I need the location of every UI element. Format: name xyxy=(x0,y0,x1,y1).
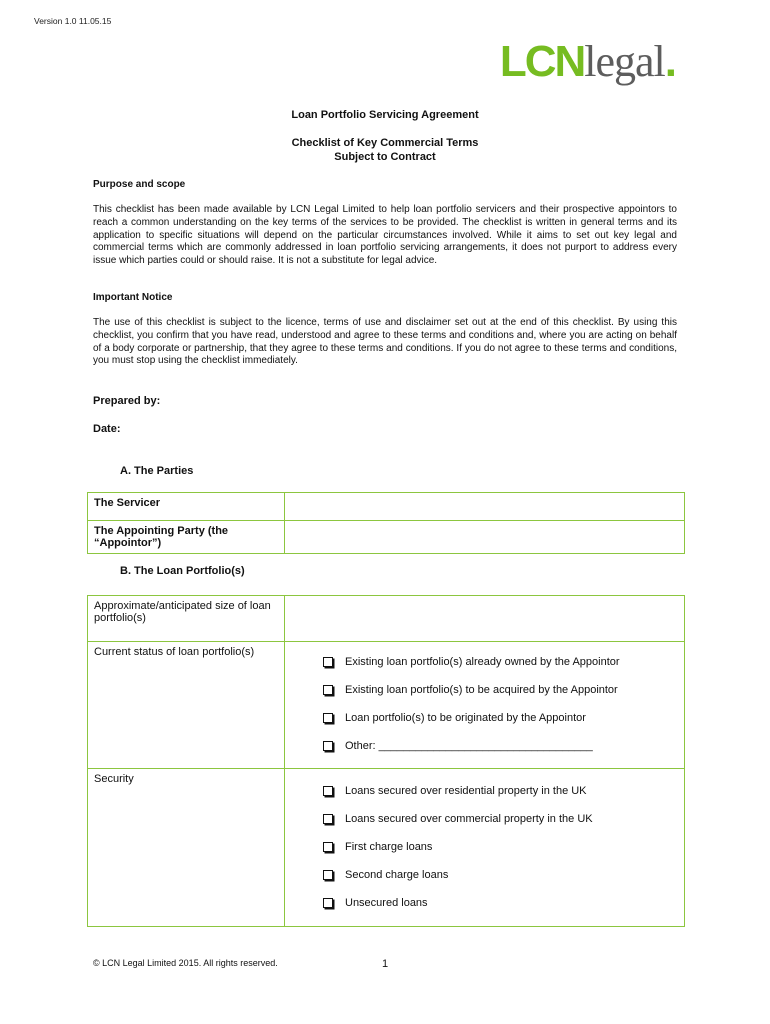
checkbox-icon[interactable] xyxy=(323,685,333,695)
lcn-legal-logo: LCNlegal. xyxy=(499,37,675,86)
notice-text: The use of this checklist is subject to the licence, terms of use and disclaimer set out at the end of this checklist. By using this checklist, you confirm that you have read, understood and agree to these terms and conditions and, where you are acting on behalf of a body corporate or partnership, that they agree to these terms and conditions. If you do not agree to these terms and conditions, you must stop using the checklist immediately. xyxy=(93,317,677,367)
portfolio-status-options xyxy=(285,642,685,769)
checkbox-icon[interactable] xyxy=(323,842,333,852)
date-label: Date: xyxy=(93,423,121,435)
table-row xyxy=(88,493,685,521)
table-row xyxy=(88,596,685,642)
purpose-heading: Purpose and scope xyxy=(93,179,186,190)
document-subtitle: Checklist of Key Commercial Terms xyxy=(291,137,479,149)
parties-table xyxy=(87,492,685,554)
prepared-by-label: Prepared by: xyxy=(93,395,161,407)
notice-heading: Important Notice xyxy=(93,292,173,303)
status-option[interactable]: Loan portfolio(s) to be originated by the Appointor xyxy=(323,704,678,732)
security-option[interactable]: Unsecured loans xyxy=(323,889,678,917)
table-row xyxy=(88,521,685,554)
security-option[interactable]: Loans secured over commercial property in the UK xyxy=(323,805,678,833)
security-options xyxy=(285,769,685,927)
status-option[interactable]: Existing loan portfolio(s) already owned by the Appointor xyxy=(323,648,678,676)
checkbox-icon[interactable] xyxy=(323,713,333,723)
security-option[interactable]: Second charge loans xyxy=(323,861,678,889)
servicer-field[interactable] xyxy=(285,493,685,521)
checkbox-icon[interactable] xyxy=(323,741,333,751)
table-row xyxy=(88,642,685,769)
checkbox-icon[interactable] xyxy=(323,870,333,880)
security-option[interactable]: First charge loans xyxy=(323,833,678,861)
status-option[interactable]: Other: ___________________________________ xyxy=(323,732,678,760)
subject-to-contract: Subject to Contract xyxy=(334,151,436,163)
servicer-label: The Servicer xyxy=(88,493,285,521)
section-a-heading: A. The Parties xyxy=(120,465,194,477)
portfolio-status-label: Current status of loan portfolio(s) xyxy=(88,642,285,769)
table-row xyxy=(88,769,685,927)
checkbox-icon[interactable] xyxy=(323,898,333,908)
footer-copyright: © LCN Legal Limited 2015. All rights reserved. xyxy=(93,958,278,968)
portfolio-size-label: Approximate/anticipated size of loan portfolio(s) xyxy=(88,596,285,642)
status-option[interactable]: Existing loan portfolio(s) to be acquired by the Appointor xyxy=(323,676,678,704)
portfolio-table xyxy=(87,595,685,927)
appointor-field[interactable] xyxy=(285,521,685,554)
security-option[interactable]: Loans secured over residential property in the UK xyxy=(323,777,678,805)
page-number: 1 xyxy=(382,958,389,970)
document-title: Loan Portfolio Servicing Agreement xyxy=(291,109,479,121)
purpose-text: This checklist has been made available by LCN Legal Limited to help loan portfolio servicers and their prospective appointors to reach a common understanding on the key terms of the services to be provided. The checklist is written in general terms and its application to specific situations will depend on the particular circumstances involved. While it aims to set out key legal and commercial terms which are commonly addressed in loan portfolio servicing arrangements, it does not purport to address every issue which parties could or should raise. It is not a substitute for legal advice. xyxy=(93,204,677,267)
section-b-heading: B. The Loan Portfolio(s) xyxy=(120,565,245,577)
checkbox-icon[interactable] xyxy=(323,814,333,824)
portfolio-size-field[interactable] xyxy=(285,596,685,642)
appointor-label: The Appointing Party (the “Appointor”) xyxy=(88,521,285,554)
version-label: Version 1.0 11.05.15 xyxy=(34,16,112,26)
checkbox-icon[interactable] xyxy=(323,786,333,796)
checkbox-icon[interactable] xyxy=(323,657,333,667)
security-label: Security xyxy=(88,769,285,927)
